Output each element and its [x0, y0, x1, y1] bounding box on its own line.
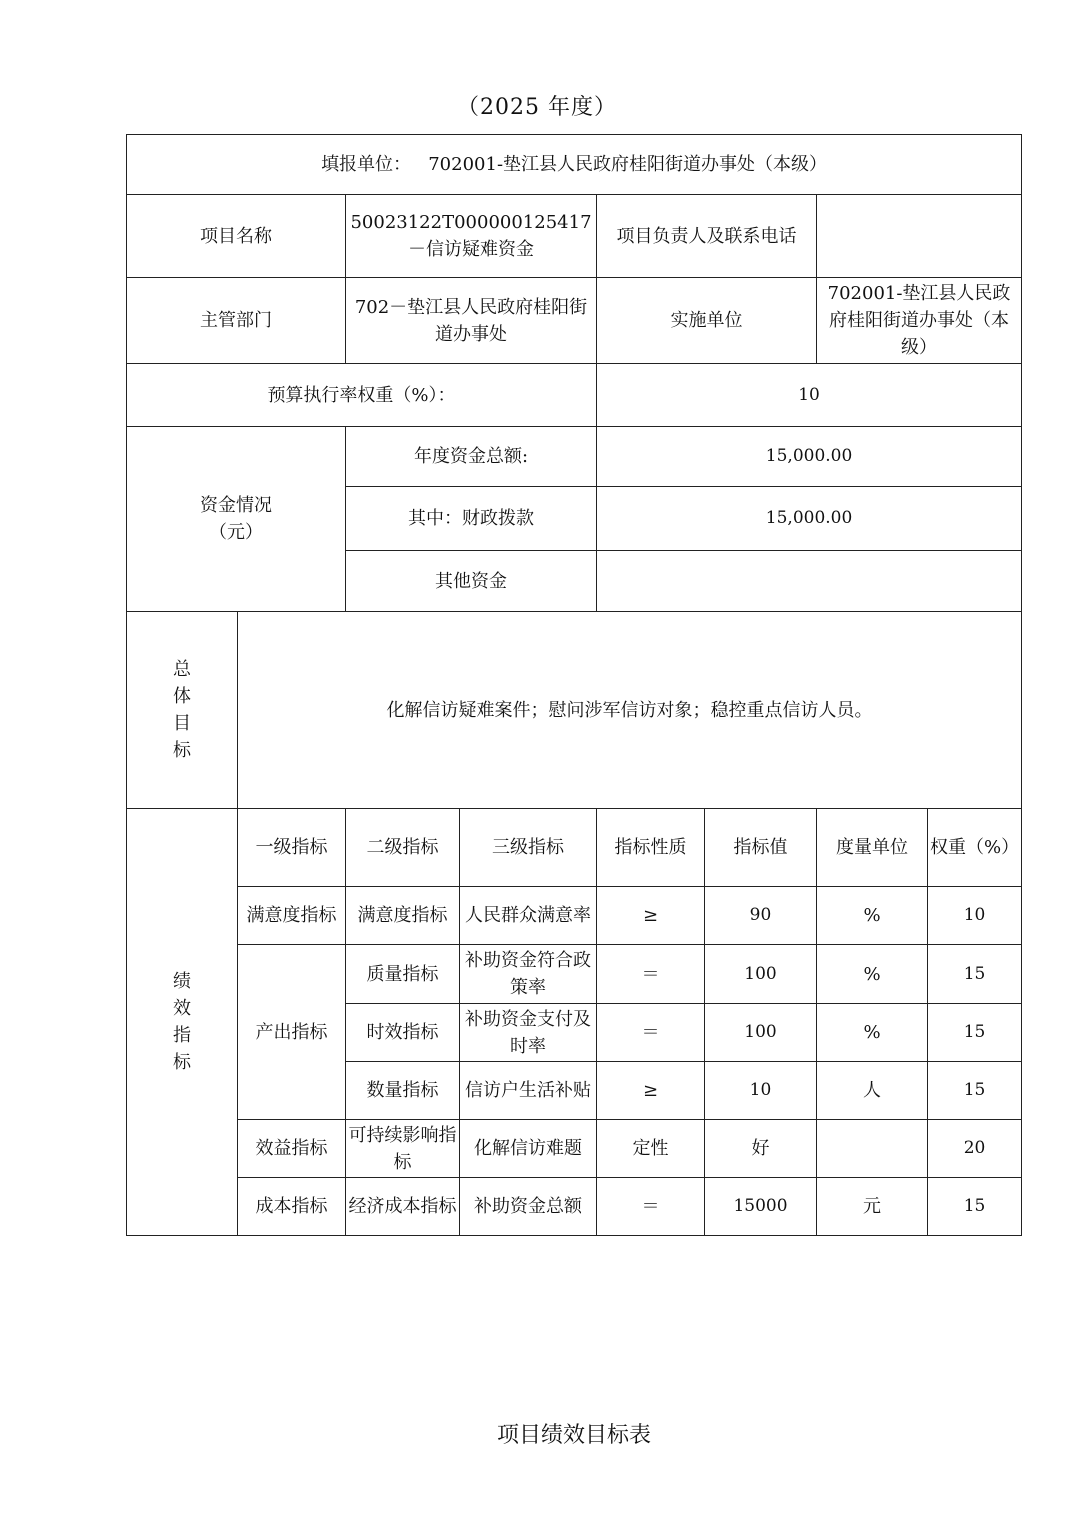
value-cell: 10 — [705, 1062, 817, 1120]
table-row — [127, 945, 1022, 1004]
unit-cell: % — [817, 1004, 928, 1062]
level2-cell: 可持续影响指标 — [346, 1120, 460, 1178]
fiscal-value: 15,000.00 — [597, 487, 1022, 551]
header-level1: 一级指标 — [238, 809, 346, 887]
header-nature: 指标性质 — [597, 809, 705, 887]
weight-cell: 15 — [928, 1178, 1022, 1236]
impl-value: 702001-垫江县人民政府桂阳街道办事处（本级） — [817, 278, 1022, 364]
level3-cell: 信访户生活补贴 — [460, 1062, 597, 1120]
value-cell: 100 — [705, 945, 817, 1004]
nature-cell: ≥ — [597, 1062, 705, 1120]
weight-cell: 10 — [928, 887, 1022, 945]
header-weight: 权重（%） — [928, 809, 1022, 887]
level2-cell: 质量指标 — [346, 945, 460, 1004]
impl-label: 实施单位 — [597, 278, 817, 364]
perf-header-row — [127, 809, 1022, 887]
level2-cell: 数量指标 — [346, 1062, 460, 1120]
funds-label: 资金情况（元） — [127, 427, 346, 612]
unit-row — [127, 135, 1022, 195]
level3-cell: 补助资金符合政策率 — [460, 945, 597, 1004]
level1-cell: 成本指标 — [238, 1178, 346, 1236]
nature-cell: ＝ — [597, 1004, 705, 1062]
level3-cell: 补助资金支付及时率 — [460, 1004, 597, 1062]
budget-rate-value: 10 — [597, 364, 1022, 427]
fiscal-label: 其中：财政拨款 — [346, 487, 597, 551]
value-cell: 好 — [705, 1120, 817, 1178]
dept-row — [127, 278, 1022, 364]
goal-label: 总体目标 — [127, 612, 238, 809]
performance-form-table — [126, 134, 1022, 1236]
contact-label: 项目负责人及联系电话 — [597, 195, 817, 278]
unit-cell — [817, 1120, 928, 1178]
level1-cell: 满意度指标 — [238, 887, 346, 945]
nature-cell: ＝ — [597, 1178, 705, 1236]
unit-cell: 元 — [817, 1178, 928, 1236]
unit-value: 702001-垫江县人民政府桂阳街道办事处（本级） — [428, 154, 828, 175]
table-row — [127, 1120, 1022, 1178]
other-funds-label: 其他资金 — [346, 551, 597, 612]
unit-cell: % — [817, 945, 928, 1004]
header-unit: 度量单位 — [817, 809, 928, 887]
weight-cell: 15 — [928, 1004, 1022, 1062]
dept-label: 主管部门 — [127, 278, 346, 364]
annual-total-value: 15,000.00 — [597, 427, 1022, 487]
level3-cell: 化解信访难题 — [460, 1120, 597, 1178]
project-name-value: 50023122T000000125417－信访疑难资金 — [346, 195, 597, 278]
other-funds-value — [597, 551, 1022, 612]
nature-cell: ＝ — [597, 945, 705, 1004]
document-title: 项目绩效目标表 — [496, 1423, 651, 1448]
weight-cell: 15 — [928, 1062, 1022, 1120]
level3-cell: 人民群众满意率 — [460, 887, 597, 945]
unit-cell: 人 — [817, 1062, 928, 1120]
perf-label: 绩效指标 — [127, 809, 238, 1236]
year-heading: （2025 年度） — [457, 95, 617, 120]
nature-cell: 定性 — [597, 1120, 705, 1178]
unit-label: 填报单位： — [321, 154, 412, 175]
level2-cell: 经济成本指标 — [346, 1178, 460, 1236]
value-cell: 100 — [705, 1004, 817, 1062]
level3-cell: 补助资金总额 — [460, 1178, 597, 1236]
annual-total-row — [127, 427, 1022, 487]
dept-value: 702－垫江县人民政府桂阳街道办事处 — [346, 278, 597, 364]
weight-cell: 20 — [928, 1120, 1022, 1178]
header-level2: 二级指标 — [346, 809, 460, 887]
level1-cell: 产出指标 — [238, 945, 346, 1120]
table-row — [127, 1178, 1022, 1236]
project-name-row — [127, 195, 1022, 278]
level2-cell: 满意度指标 — [346, 887, 460, 945]
nature-cell: ≥ — [597, 887, 705, 945]
budget-rate-row — [127, 364, 1022, 427]
project-name-label: 项目名称 — [127, 195, 346, 278]
budget-rate-label: 预算执行率权重（%）： — [127, 364, 597, 427]
goal-row — [127, 612, 1022, 809]
annual-total-label: 年度资金总额: — [346, 427, 597, 487]
contact-value — [817, 195, 1022, 278]
table-row — [127, 887, 1022, 945]
value-cell: 15000 — [705, 1178, 817, 1236]
header-value: 指标值 — [705, 809, 817, 887]
level2-cell: 时效指标 — [346, 1004, 460, 1062]
goal-value: 化解信访疑难案件；慰问涉军信访对象；稳控重点信访人员。 — [238, 612, 1022, 809]
unit-cell: % — [817, 887, 928, 945]
value-cell: 90 — [705, 887, 817, 945]
weight-cell: 15 — [928, 945, 1022, 1004]
unit-cell — [127, 135, 1022, 195]
level1-cell: 效益指标 — [238, 1120, 346, 1178]
header-level3: 三级指标 — [460, 809, 597, 887]
